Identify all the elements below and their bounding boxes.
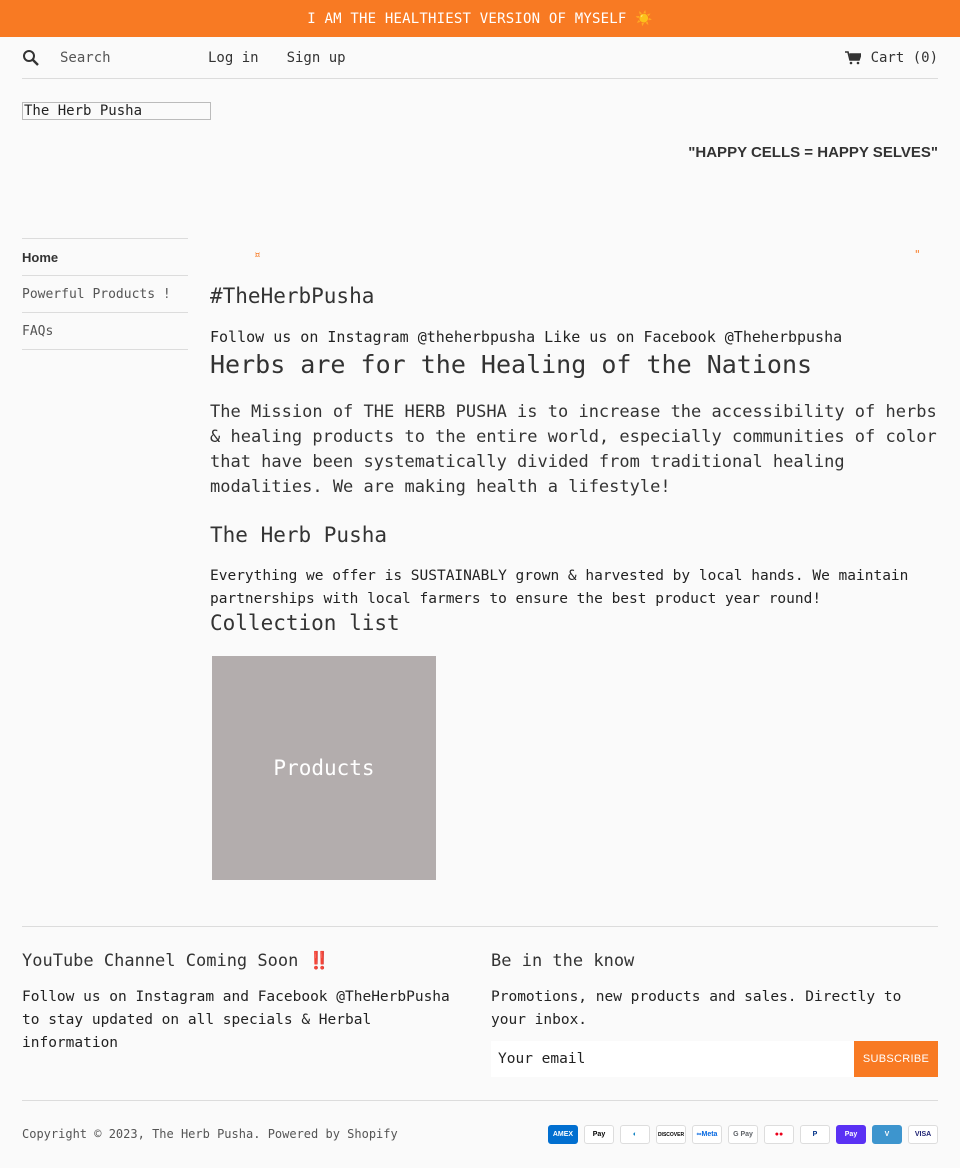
meta-pay-icon: ∞Meta bbox=[692, 1125, 722, 1144]
broken-image-icon: " bbox=[914, 248, 921, 261]
announcement-bar bbox=[0, 0, 960, 37]
follow-text: Follow us on Instagram @theherbpusha Like us on Facebook @Theherbpusha bbox=[210, 328, 843, 346]
collection-list-heading: Collection list bbox=[210, 611, 400, 635]
newsletter-form bbox=[491, 1041, 938, 1077]
youtube-title: YouTube Channel Coming Soon ‼️ bbox=[22, 951, 330, 971]
collection-card-label: Products bbox=[273, 756, 375, 780]
shop-pay-icon: Pay bbox=[836, 1125, 866, 1144]
cart-link[interactable] bbox=[845, 50, 938, 66]
visa-icon: VISA bbox=[908, 1125, 938, 1144]
copyright-sep: . bbox=[253, 1127, 261, 1141]
american-express-icon: AMEX bbox=[548, 1125, 578, 1144]
mission-text: The Mission of THE HERB PUSHA is to increase the accessibility of herbs & healing products to the entire world, especially communities of color that have been systematically divided from traditional healing modalities. We are making health a lifestyle! bbox=[210, 402, 937, 497]
site-logo[interactable]: The Herb Pusha bbox=[22, 102, 211, 120]
announcement-text: I AM THE HEALTHIEST VERSION OF MYSELF ☀️ bbox=[307, 10, 653, 27]
venmo-icon: V bbox=[872, 1125, 902, 1144]
apple-pay-icon: Pay bbox=[584, 1125, 614, 1144]
copyright bbox=[22, 1127, 398, 1141]
hashtag-heading: #TheHerbPusha bbox=[210, 284, 375, 308]
payment-icons bbox=[548, 1125, 938, 1144]
top-bar bbox=[22, 37, 938, 79]
account-links bbox=[208, 50, 374, 66]
youtube-text: Follow us on Instagram and Facebook @TheHerbPusha to stay updated on all specials & Herbal information bbox=[22, 989, 450, 1051]
google-pay-icon: G Pay bbox=[728, 1125, 758, 1144]
sidebar-item-home[interactable]: Home bbox=[22, 239, 188, 276]
cart-label: Cart (0) bbox=[870, 49, 938, 66]
footer-divider bbox=[22, 926, 938, 927]
powered-by-link[interactable]: Powered by Shopify bbox=[267, 1127, 398, 1141]
herbs-heading: Herbs are for the Healing of the Nations bbox=[210, 350, 813, 379]
store-link[interactable]: The Herb Pusha bbox=[152, 1127, 254, 1141]
paypal-icon: P bbox=[800, 1125, 830, 1144]
footer-divider bbox=[22, 1100, 938, 1101]
search-icon[interactable] bbox=[22, 49, 40, 67]
cart-icon bbox=[845, 51, 861, 65]
sidebar-item-powerful-products[interactable]: Powerful Products ! bbox=[22, 276, 188, 313]
subscribe-button[interactable]: SUBSCRIBE bbox=[854, 1041, 938, 1077]
sustainability-text: Everything we offer is SUSTAINABLY grown & harvested by local hands. We maintain partnerships with local farmers to ensure the best product year round! bbox=[210, 568, 909, 607]
sidebar-nav bbox=[22, 238, 188, 350]
copyright-prefix: Copyright © 2023, bbox=[22, 1127, 145, 1141]
footer-newsletter-column bbox=[491, 950, 938, 1032]
footer-youtube-column bbox=[22, 950, 452, 1055]
mastercard-icon: ●● bbox=[764, 1125, 794, 1144]
discover-icon: DISCOVER bbox=[656, 1125, 686, 1144]
login-link[interactable]: Log in bbox=[208, 49, 259, 66]
broken-image-icon: ¤ bbox=[254, 248, 261, 261]
search-input[interactable] bbox=[60, 50, 180, 66]
herb-pusha-heading: The Herb Pusha bbox=[210, 523, 388, 547]
diners-club-icon: ◐ bbox=[620, 1125, 650, 1144]
tagline: "HAPPY CELLS = HAPPY SELVES" bbox=[688, 144, 938, 161]
newsletter-title: Be in the know bbox=[491, 951, 635, 971]
signup-link[interactable]: Sign up bbox=[286, 49, 346, 66]
newsletter-text: Promotions, new products and sales. Directly to your inbox. bbox=[491, 989, 902, 1028]
collection-card-products[interactable] bbox=[212, 656, 436, 880]
sidebar-item-faqs[interactable]: FAQs bbox=[22, 313, 188, 350]
email-input[interactable] bbox=[491, 1041, 854, 1077]
